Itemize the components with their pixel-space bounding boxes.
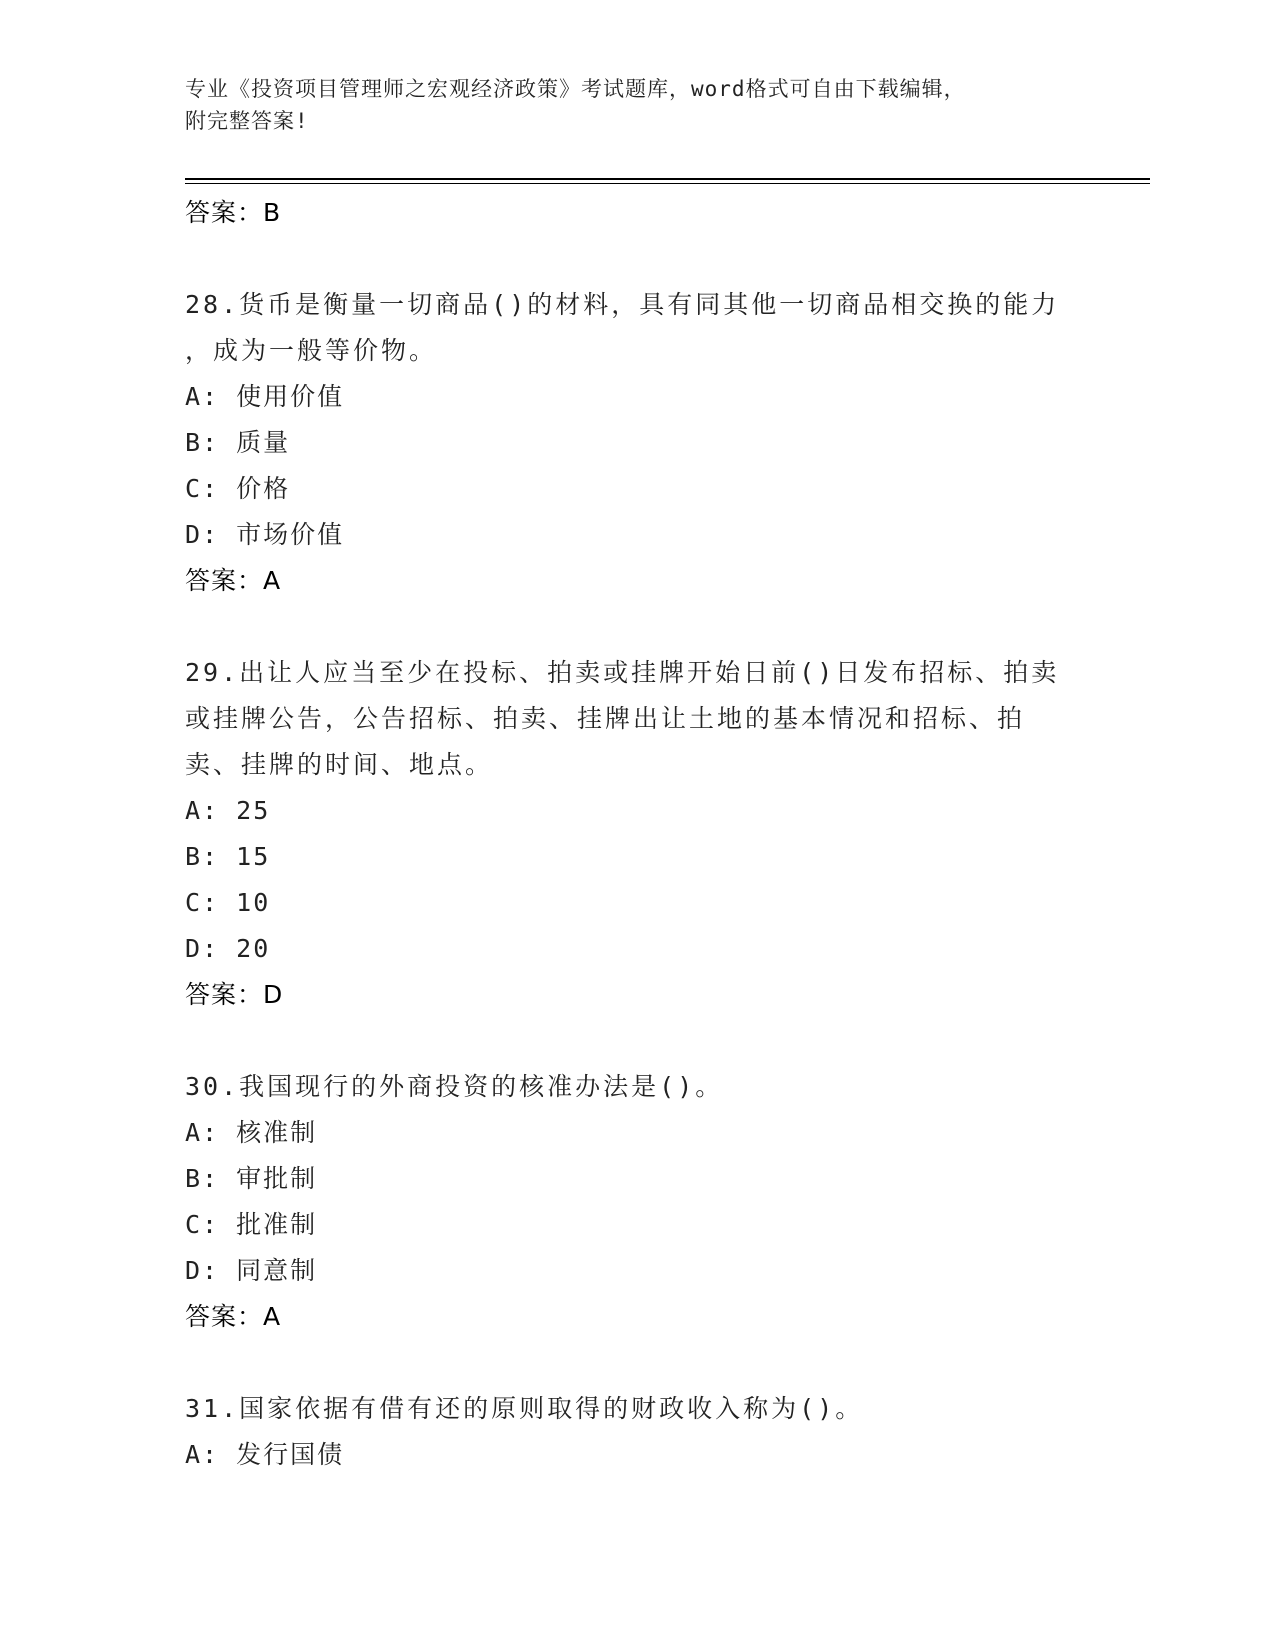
header-divider-thin <box>185 183 1150 184</box>
question-block <box>185 1064 1085 1340</box>
question-block <box>185 282 1085 604</box>
question-block <box>185 650 1085 1018</box>
option-a: A: 使用价值 <box>185 382 345 411</box>
spacer <box>185 236 1085 282</box>
spacer <box>185 1340 1085 1386</box>
option-a: A: 核准制 <box>185 1118 318 1147</box>
question-stem: 30.我国现行的外商投资的核准办法是()。 <box>185 1072 724 1101</box>
option-a: A: 发行国债 <box>185 1440 345 1469</box>
answer-line: 答案：A <box>185 1302 282 1331</box>
question-stem: 28.货币是衡量一切商品()的材料，具有同其他一切商品相交换的能力 ，成为一般等价物。 <box>185 290 1060 365</box>
option-d: D: 20 <box>185 934 271 963</box>
document-header <box>185 73 1065 137</box>
option-d: D: 同意制 <box>185 1256 318 1285</box>
question-stem: 31.国家依据有借有还的原则取得的财政收入称为()。 <box>185 1394 864 1423</box>
option-b: B: 质量 <box>185 428 291 457</box>
header-line-2: 附完整答案! <box>185 109 309 133</box>
option-a: A: 25 <box>185 796 271 825</box>
question-block <box>185 1386 1085 1478</box>
option-b: B: 15 <box>185 842 271 871</box>
option-d: D: 市场价值 <box>185 520 345 549</box>
option-b: B: 审批制 <box>185 1164 318 1193</box>
spacer <box>185 604 1085 650</box>
option-c: C: 批准制 <box>185 1210 318 1239</box>
option-c: C: 10 <box>185 888 271 917</box>
header-divider-thick <box>185 178 1150 180</box>
answer-line: 答案：B <box>185 198 282 227</box>
question-stem: 29.出让人应当至少在投标、拍卖或挂牌开始日前()日发布招标、拍卖 或挂牌公告，公告招标、拍卖、挂牌出让土地的基本情况和招标、拍 卖、挂牌的时间、地点。 <box>185 658 1060 779</box>
header-line-1: 专业《投资项目管理师之宏观经济政策》考试题库，word格式可自由下载编辑， <box>185 77 966 101</box>
document-body <box>185 190 1085 1478</box>
answer-line: 答案：D <box>185 980 284 1009</box>
spacer <box>185 1018 1085 1064</box>
option-c: C: 价格 <box>185 474 291 503</box>
answer-line: 答案：A <box>185 566 282 595</box>
